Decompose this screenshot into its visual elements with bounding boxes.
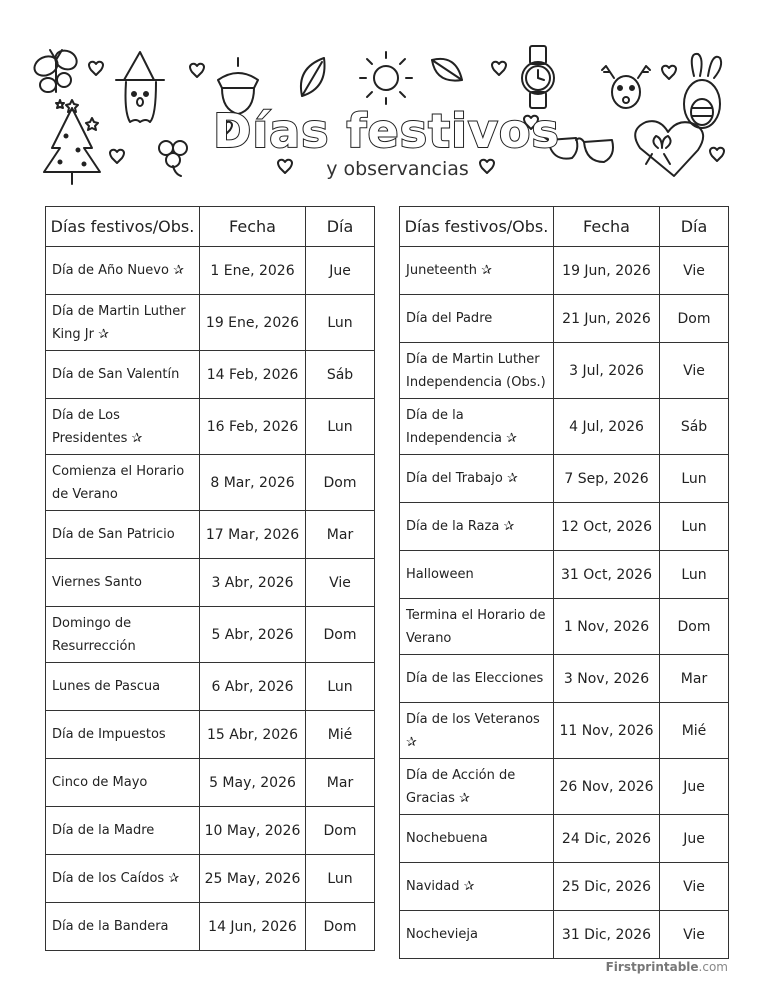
holiday-date: 3 Nov, 2026: [554, 655, 660, 703]
table-row: [46, 855, 375, 903]
table-row: [46, 455, 375, 511]
holiday-name: Día de Martin Luther Independencia (Obs.): [400, 343, 554, 399]
table-row: [46, 295, 375, 351]
holiday-name: Día del Trabajo ✰: [400, 455, 554, 503]
table-row: [46, 511, 375, 559]
reindeer-icon: [602, 66, 650, 108]
holiday-name: Día de Año Nuevo ✰: [46, 247, 200, 295]
holiday-date: 3 Jul, 2026: [554, 343, 660, 399]
holiday-day: Lun: [306, 399, 375, 455]
page-title: Días festivos: [213, 104, 560, 158]
header-day: Día: [660, 207, 729, 247]
table-row: [46, 663, 375, 711]
holiday-date: 31 Oct, 2026: [554, 551, 660, 599]
table-row: [400, 863, 729, 911]
page-subtitle: y observancias: [326, 158, 469, 180]
leaf-icon: [432, 59, 462, 81]
table-row: [400, 599, 729, 655]
leaf-icon: [301, 58, 325, 96]
holiday-name: Viernes Santo: [46, 559, 200, 607]
table-row: [400, 815, 729, 863]
holiday-date: 21 Jun, 2026: [554, 295, 660, 343]
table-row: [400, 655, 729, 703]
holiday-name: Día de la Madre: [46, 807, 200, 855]
heart-icon: [662, 66, 676, 79]
watch-icon: [522, 46, 554, 108]
table-row: [400, 247, 729, 295]
holiday-name: Día de Impuestos: [46, 711, 200, 759]
holiday-day: Sáb: [660, 399, 729, 455]
holiday-name: Día de Los Presidentes ✰: [46, 399, 200, 455]
holiday-date: 17 Mar, 2026: [200, 511, 306, 559]
holiday-day: Mar: [306, 759, 375, 807]
holiday-name: Nochebuena: [400, 815, 554, 863]
holiday-date: 3 Abr, 2026: [200, 559, 306, 607]
header-illustration: [0, 0, 773, 200]
holiday-date: 4 Jul, 2026: [554, 399, 660, 455]
holiday-day: Lun: [306, 855, 375, 903]
heart-icon: [190, 64, 204, 77]
table-row: [400, 343, 729, 399]
table-row: [400, 399, 729, 455]
holiday-day: Mar: [660, 655, 729, 703]
holiday-day: Vie: [660, 247, 729, 295]
holiday-date: 12 Oct, 2026: [554, 503, 660, 551]
holiday-day: Vie: [660, 911, 729, 959]
holiday-name: Día del Padre: [400, 295, 554, 343]
sun-icon: [360, 52, 412, 104]
holiday-name: Día de San Valentín: [46, 351, 200, 399]
holiday-date: 14 Feb, 2026: [200, 351, 306, 399]
holiday-name: Día de las Elecciones: [400, 655, 554, 703]
table-row: [46, 399, 375, 455]
holiday-date: 25 Dic, 2026: [554, 863, 660, 911]
holiday-day: Vie: [660, 863, 729, 911]
table-row: [46, 903, 375, 951]
table-row: [400, 911, 729, 959]
holiday-name: Día de Acción de Gracias ✰: [400, 759, 554, 815]
holiday-table-right: [399, 206, 729, 959]
table-row: [400, 455, 729, 503]
holiday-day: Lun: [660, 551, 729, 599]
footer-brand-name: Firstprintable: [605, 960, 699, 974]
holiday-day: Dom: [306, 903, 375, 951]
holiday-name: Día de Martin Luther King Jr ✰: [46, 295, 200, 351]
table-row: [400, 703, 729, 759]
holiday-date: 16 Feb, 2026: [200, 399, 306, 455]
holiday-date: 24 Dic, 2026: [554, 815, 660, 863]
table-row: [46, 351, 375, 399]
holiday-date: 15 Abr, 2026: [200, 711, 306, 759]
holiday-name: Día de la Raza ✰: [400, 503, 554, 551]
holiday-day: Lun: [660, 503, 729, 551]
holiday-name: Día de los Veteranos ✰: [400, 703, 554, 759]
holiday-day: Dom: [306, 455, 375, 511]
holiday-name: Comienza el Horario de Verano: [46, 455, 200, 511]
table-row: [46, 607, 375, 663]
holiday-day: Jue: [660, 759, 729, 815]
footer-brand: [606, 960, 728, 974]
holiday-name: Navidad ✰: [400, 863, 554, 911]
holiday-name: Domingo de Resurrección: [46, 607, 200, 663]
holiday-day: Sáb: [306, 351, 375, 399]
table-row: [400, 759, 729, 815]
holiday-day: Jue: [660, 815, 729, 863]
holiday-day: Mar: [306, 511, 375, 559]
table-row: [46, 247, 375, 295]
holiday-name: Termina el Horario de Verano: [400, 599, 554, 655]
heart-icon: [89, 62, 103, 75]
holiday-day: Lun: [306, 663, 375, 711]
holiday-name: Cinco de Mayo: [46, 759, 200, 807]
holiday-day: Lun: [306, 295, 375, 351]
table-row: [46, 559, 375, 607]
holiday-name: Día de San Patricio: [46, 511, 200, 559]
holiday-date: 1 Ene, 2026: [200, 247, 306, 295]
holiday-day: Dom: [306, 607, 375, 663]
holiday-name: Día de los Caídos ✰: [46, 855, 200, 903]
holiday-name: Lunes de Pascua: [46, 663, 200, 711]
table-row: [46, 807, 375, 855]
table-row: [400, 503, 729, 551]
holiday-date: 19 Jun, 2026: [554, 247, 660, 295]
holiday-date: 31 Dic, 2026: [554, 911, 660, 959]
holiday-day: Vie: [306, 559, 375, 607]
header-day: Día: [306, 207, 375, 247]
header-name: Días festivos/Obs.: [46, 207, 200, 247]
holiday-day: Dom: [660, 599, 729, 655]
holiday-day: Mié: [306, 711, 375, 759]
holiday-day: Lun: [660, 455, 729, 503]
holiday-date: 14 Jun, 2026: [200, 903, 306, 951]
holiday-date: 8 Mar, 2026: [200, 455, 306, 511]
holiday-name: Halloween: [400, 551, 554, 599]
heart-icon: [492, 62, 506, 75]
table-row: [46, 759, 375, 807]
holiday-date: 11 Nov, 2026: [554, 703, 660, 759]
table-header-row: [46, 207, 375, 247]
holiday-date: 5 Abr, 2026: [200, 607, 306, 663]
header-date: Fecha: [200, 207, 306, 247]
holiday-day: Dom: [660, 295, 729, 343]
holiday-name: Día de la Independencia ✰: [400, 399, 554, 455]
holiday-date: 5 May, 2026: [200, 759, 306, 807]
holiday-day: Dom: [306, 807, 375, 855]
holiday-date: 25 May, 2026: [200, 855, 306, 903]
holiday-date: 6 Abr, 2026: [200, 663, 306, 711]
holiday-name: Día de la Bandera: [46, 903, 200, 951]
holiday-date: 10 May, 2026: [200, 807, 306, 855]
holiday-date: 1 Nov, 2026: [554, 599, 660, 655]
holiday-name: Nochevieja: [400, 911, 554, 959]
table-header-row: [400, 207, 729, 247]
header-date: Fecha: [554, 207, 660, 247]
header-name: Días festivos/Obs.: [400, 207, 554, 247]
holiday-day: Jue: [306, 247, 375, 295]
holiday-date: 7 Sep, 2026: [554, 455, 660, 503]
table-row: [400, 295, 729, 343]
table-row: [400, 551, 729, 599]
table-row: [46, 711, 375, 759]
footer-domain: .com: [698, 960, 728, 974]
holiday-day: Mié: [660, 703, 729, 759]
holiday-date: 19 Ene, 2026: [200, 295, 306, 351]
holiday-date: 26 Nov, 2026: [554, 759, 660, 815]
butterfly-icon: [31, 47, 79, 92]
holiday-table-left: [45, 206, 375, 951]
holiday-name: Juneteenth ✰: [400, 247, 554, 295]
holiday-day: Vie: [660, 343, 729, 399]
